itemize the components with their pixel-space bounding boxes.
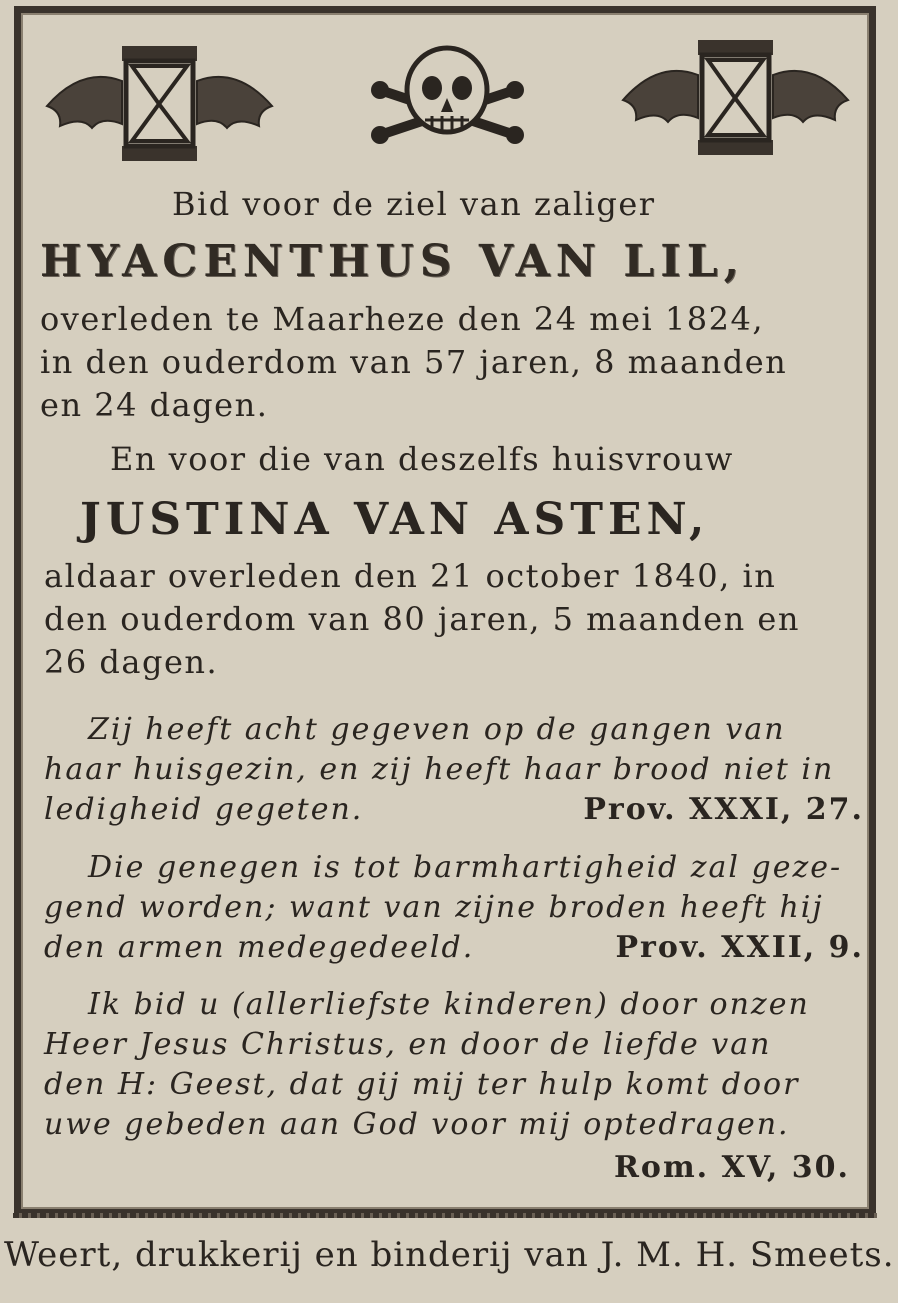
- verse3-reference: Rom. XV, 30.: [614, 1150, 850, 1185]
- verse1-line: haar huisgezin, en zij heeft haar brood niet in: [44, 752, 835, 787]
- person2-line: aldaar overleden den 21 october 1840, in: [44, 557, 777, 595]
- person1-line: en 24 dagen.: [40, 386, 269, 424]
- deceased-name-1: HYACENTHUS VAN LIL,: [40, 236, 746, 287]
- winged-hourglass-icon: [42, 36, 277, 166]
- person2-line: 26 dagen.: [44, 643, 219, 681]
- verse2-line: gend worden; want van zijne broden heeft hij: [44, 890, 824, 925]
- person2-line: den ouderdom van 80 jaren, 5 maanden en: [44, 600, 800, 638]
- person1-line: overleden te Maarheze den 24 mei 1824,: [40, 300, 765, 338]
- printer-footer: Weert, drukkerij en binderij van J. M. H. Smeets.: [4, 1235, 895, 1275]
- ornament-row: [20, 30, 870, 170]
- verse3-line: uwe gebeden aan God voor mij optedragen.: [44, 1107, 790, 1142]
- person1-line: in den ouderdom van 57 jaren, 8 maanden: [40, 343, 788, 381]
- verse3-line: den H: Geest, dat gij mij ter hulp komt door: [44, 1067, 800, 1102]
- intro-line: Bid voor de ziel van zaliger: [172, 185, 656, 223]
- skull-crossbones-icon: [370, 40, 525, 155]
- verse2-reference: Prov. XXII, 9.: [615, 930, 864, 965]
- verse2-line: den armen medegedeeld.: [44, 930, 475, 965]
- winged-hourglass-icon: [618, 30, 853, 160]
- wife-intro-line: En voor die van deszelfs huisvrouw: [110, 440, 734, 478]
- verse1-last-row: [44, 792, 864, 827]
- verse3-line: Heer Jesus Christus, en door de liefde van: [44, 1027, 772, 1062]
- deceased-name-2: JUSTINA VAN ASTEN,: [80, 494, 710, 545]
- verse1-reference: Prov. XXXI, 27.: [583, 792, 864, 827]
- verse2-last-row: [44, 930, 864, 965]
- verse1-line: ledigheid gegeten.: [44, 792, 364, 827]
- verse2-line: Die genegen is tot barmhartigheid zal geze-: [88, 850, 843, 885]
- verse1-line: Zij heeft acht gegeven op de gangen van: [88, 712, 786, 747]
- verse3-line: Ik bid u (allerliefste kinderen) door onzen: [88, 987, 810, 1022]
